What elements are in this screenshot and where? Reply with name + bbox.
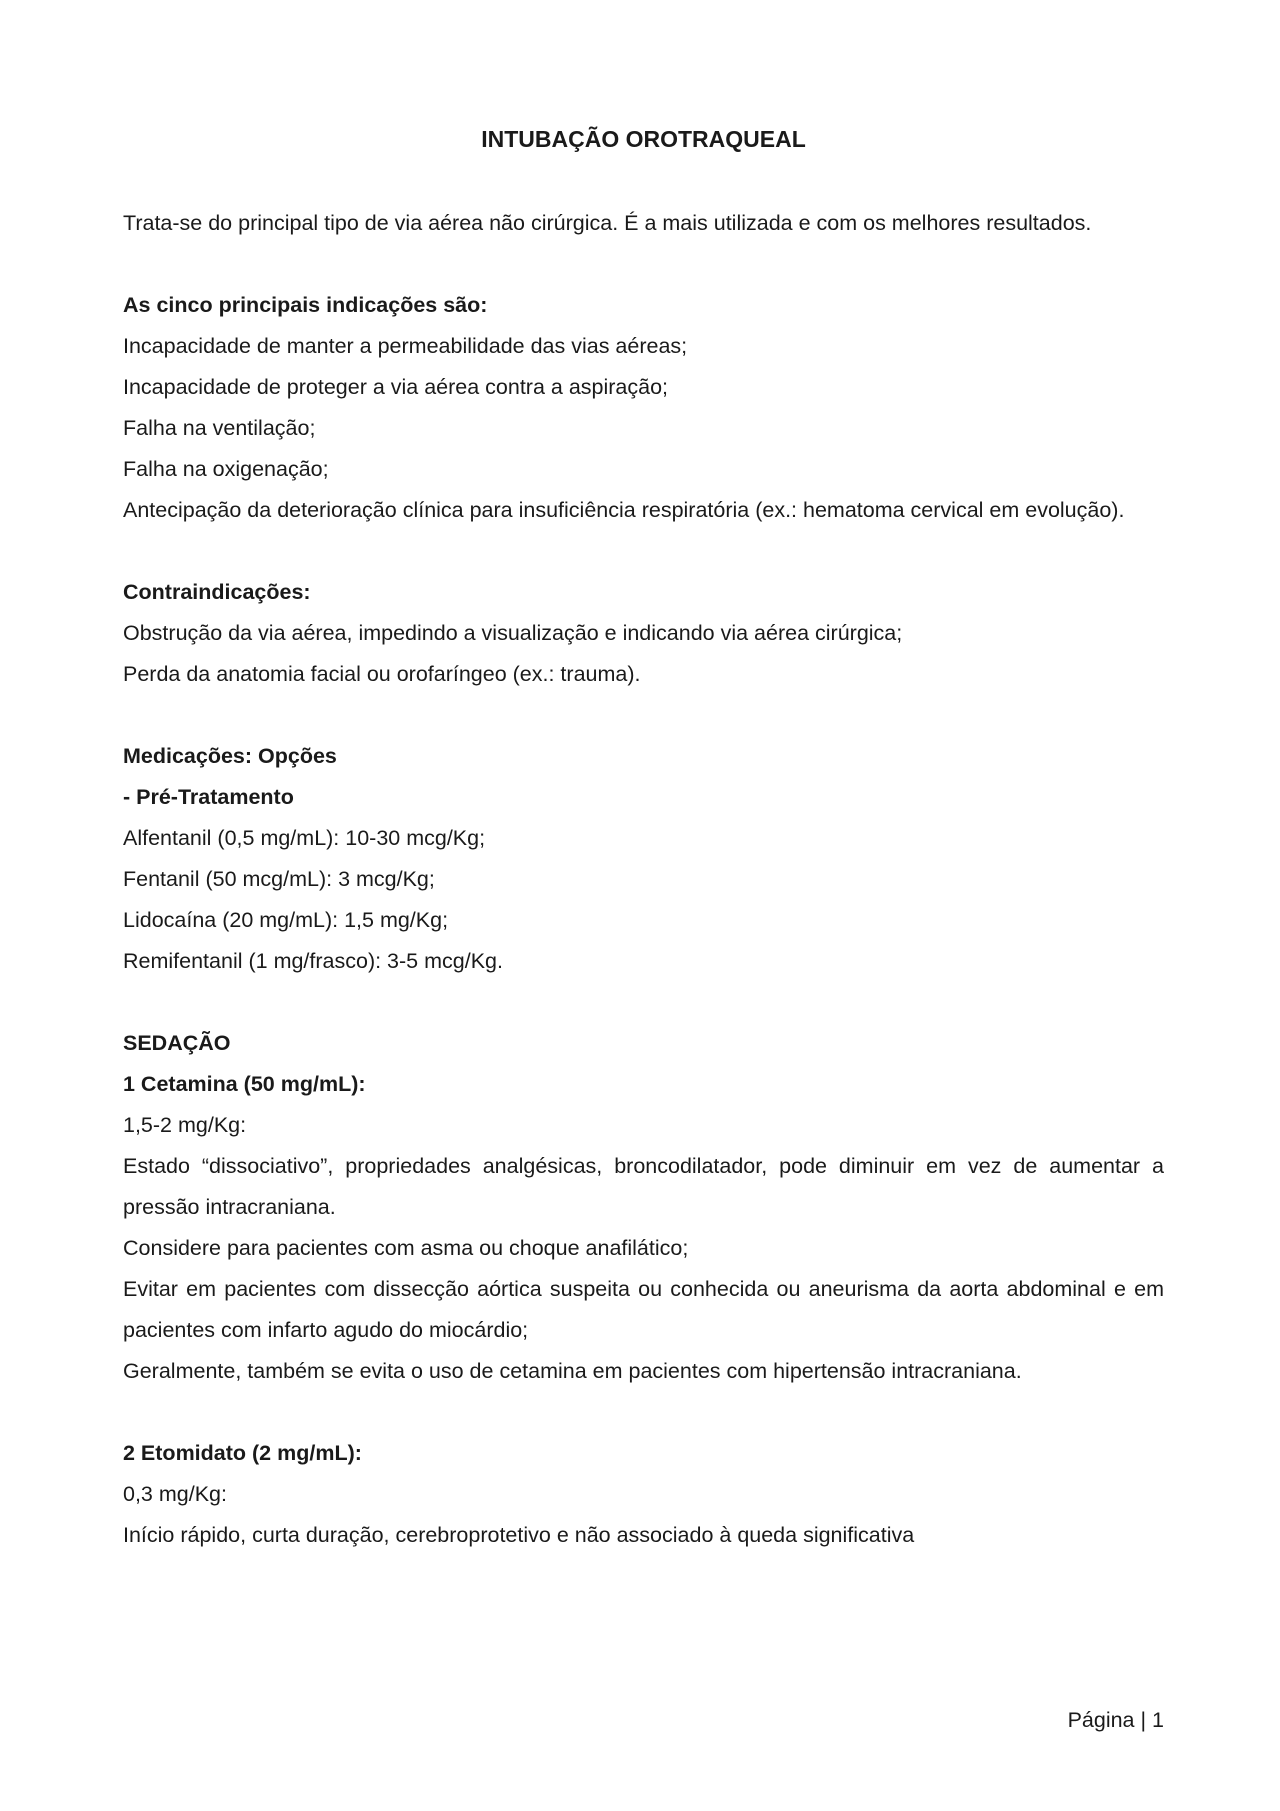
medication-item: Lidocaína (20 mg/mL): 1,5 mg/Kg;: [123, 908, 449, 932]
indication-item: Incapacidade de manter a permeabilidade das vias aéreas;: [123, 334, 688, 358]
document-body: [123, 203, 1164, 1556]
page-number-footer: Página | 1: [1067, 1708, 1164, 1732]
indications-heading: As cinco principais indicações são:: [123, 293, 488, 317]
medication-item: Alfentanil (0,5 mg/mL): 10-30 mcg/Kg;: [123, 826, 486, 850]
spacer: [123, 695, 1164, 736]
spacer: [123, 1392, 1164, 1433]
contraindications-heading: Contraindicações:: [123, 580, 311, 604]
indication-item: Incapacidade de proteger a via aérea contra a aspiração;: [123, 375, 669, 399]
cetamina-line: Geralmente, também se evita o uso de cetamina em pacientes com hipertensão intracraniana.: [123, 1359, 1022, 1383]
indication-item: Antecipação da deterioração clínica para insuficiência respiratória (ex.: hematoma cervical em evolução).: [123, 498, 1125, 522]
cetamina-line: Evitar em pacientes com dissecção aórtica suspeita ou conhecida ou aneurisma da aorta abdominal e em pacientes com infarto agudo do miocárdio;: [123, 1277, 1164, 1342]
medication-item: Remifentanil (1 mg/frasco): 3-5 mcg/Kg.: [123, 949, 503, 973]
cetamina-line: Considere para pacientes com asma ou choque anafilático;: [123, 1236, 689, 1260]
indication-item: Falha na oxigenação;: [123, 457, 329, 481]
spacer: [123, 531, 1164, 572]
spacer: [123, 244, 1164, 285]
contraindication-item: Obstrução da via aérea, impedindo a visualização e indicando via aérea cirúrgica;: [123, 621, 903, 645]
contraindication-item: Perda da anatomia facial ou orofaríngeo (ex.: trauma).: [123, 662, 641, 686]
cetamina-heading: 1 Cetamina (50 mg/mL):: [123, 1072, 366, 1096]
indication-item: Falha na ventilação;: [123, 416, 316, 440]
etomidato-dose: 0,3 mg/Kg:: [123, 1482, 227, 1506]
sedation-heading: SEDAÇÃO: [123, 1031, 231, 1055]
etomidato-heading: 2 Etomidato (2 mg/mL):: [123, 1441, 362, 1465]
document-title: INTUBAÇÃO OROTRAQUEAL: [481, 126, 806, 152]
medications-heading: Medicações: Opções: [123, 744, 337, 768]
cetamina-dose: 1,5-2 mg/Kg:: [123, 1113, 247, 1137]
intro-paragraph: Trata-se do principal tipo de via aérea não cirúrgica. É a mais utilizada e com os melhores resultados.: [123, 211, 1092, 235]
etomidato-line: Início rápido, curta duração, cerebroprotetivo e não associado à queda significativa: [123, 1523, 915, 1547]
spacer: [123, 982, 1164, 1023]
cetamina-line: Estado “dissociativo”, propriedades analgésicas, broncodilatador, pode diminuir em vez de aumentar a pressão intracraniana.: [123, 1154, 1164, 1219]
medication-item: Fentanil (50 mcg/mL): 3 mcg/Kg;: [123, 867, 435, 891]
pretreatment-subheading: - Pré-Tratamento: [123, 785, 294, 809]
